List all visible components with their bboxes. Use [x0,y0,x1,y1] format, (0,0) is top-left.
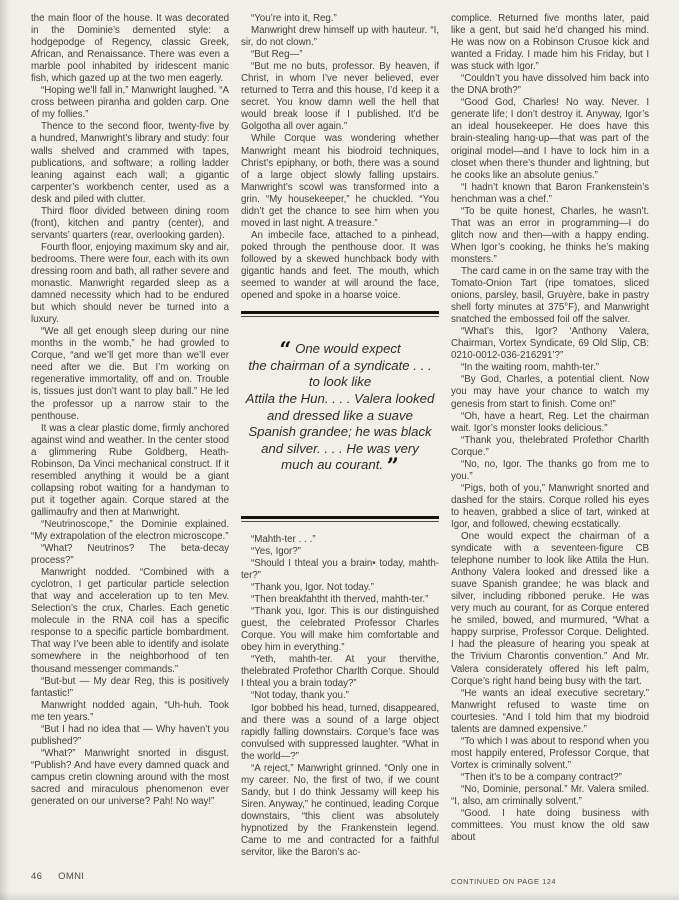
page-edge-shadow-left [0,0,10,900]
body-paragraph: “Couldn’t you have dissolved him back into the DNA broth?” [451,73,649,97]
page-edge-shadow-bottom [0,892,679,900]
body-paragraph: Manwright drew himself up with hauteur. “I, sir, do not clown.” [241,25,439,49]
magazine-name: OMNI [58,871,85,882]
pull-quote-line: Spanish grandee; he was black [248,424,432,440]
body-paragraph: “You’re into it, Reg.” [251,13,337,24]
body-paragraph: Thence to the second floor, twenty-five by a hundred, Manwright’s library and study: four walls shelved and crammed with tapes, publications, and software; a rolling ladder leaning against each wall; a gigantic carpenter’s workbench center, used as a desk and piled with clutter. [31,121,229,205]
body-paragraph: “Oh, have a heart, Reg. Let the chairman wait. Igor’s monster looks delicious.” [451,410,649,434]
body-paragraph: the main floor of the house. It was decorated in the Dominie’s demented style: a hodgepodge of Regency, classic Greek, African, and Renaissance. There was even a marble pool inhabited by iridescent manic fish, which gazed up at the two men eagerly. [31,13,229,85]
pull-quote-line: and silver. . . . He was very [261,440,419,456]
body-paragraph: “He wants an ideal executive secretary.” Manwright refused to waste time on courtesies. “And I told him that my biodroid talents are damned expensive.” [451,687,649,735]
body-paragraph: “What’s this, Igor? ‘Anthony Valera, Chairman, Vortex Syndicate, 69 Old Slip, CB: 0210-0012-036-216291’?” [451,326,649,362]
body-paragraph: “Not today, thank you.” [251,690,349,702]
body-paragraph: “Then breakfahtht ith therved, mahth-ter.” [251,594,429,606]
text-columns [31,13,649,859]
pull-quote-line: Attila the Hun. . . . Valera looked [245,390,435,406]
body-paragraph: “Neutrinoscope,” the Dominie explained. “My extrapolation of the electron microscope.” [31,518,229,543]
open-quote-mark: “ [279,337,292,363]
divider-rule-bottom [241,516,439,522]
pull-quote-line: and dressed like a suave [267,407,413,423]
pull-quote [241,317,439,516]
body-paragraph: Third floor divided between dining room (front), kitchen and pantry (center), and servants’ quarters (rear, overlooking garden). [31,205,229,241]
column-2 [241,13,439,859]
body-paragraph: “Thank you, thelebrated Profethor Charlth Corque.” [451,434,649,458]
body-paragraph: “Yes, Igor?” [251,545,301,557]
body-paragraph: The card came in on the same tray with the Tomato-Onion Tart (ripe tomatoes, sliced onions, parsley, basil, Gruyère, bake in pastry shell forty minutes at 375°F), and Manwright snatched the embossed foil off the salver. [451,265,649,326]
body-paragraph: “What?” Manwright snorted in disgust. “Publish? And have every damned quack and campus cretin clowning around with the most sacred and miraculous phenomenon ever generated on our universe? Pah! No way!” [31,747,229,808]
body-paragraph: “To be quite honest, Charles, he wasn’t. That was an error in programming—I do glitch now and then—with a happy ending. When Igor’s cooking, he thinks he’s making monsters.” [451,205,649,265]
body-paragraph: One would expect the chairman of a syndicate with a seventeen-figure CB telephone number to look like Attila the Hun. Anthony Valera looked and dressed like a suave Spanish grandee; he was black and silver, including ribboned peruke. He was very much au courant, for as Corque entered he smiled, bowed, and murmured, “What a happy surprise, Professor Corque. Delighted. I had the pleasure of hearing you speak at the Trivium Charontis convention.” And Mr. Valera considerately offered his left palm, Corque’s right hand being busy with the tart. [451,531,649,687]
body-paragraph: “What? Neutrinos? The beta-decay process?” [31,543,229,567]
body-paragraph: “Should I thteal you a brain• today, mahth-ter?” [241,557,439,582]
body-paragraph: “Thank you, Igor. This is our distinguished guest, the celebrated Professor Charles Corque. You will make him comfortable and obey him in everything.” [241,606,439,654]
body-paragraph: “Good. I hate doing business with committees. You must know the old saw about [451,808,649,844]
body-paragraph: “But-but — My dear Reg, this is positively fantastic!” [31,675,229,699]
page-folio [31,871,84,882]
body-paragraph: “We all get enough sleep during our nine months in the womb,” he had growled to Corque, “and we’ll get more than we’ll ever need after we die. But I’m working on regenerative immortality, off and on. Trouble is, tissues just don’t want to play ball.” He led the professor up a narrow stair to the penthouse. [31,326,229,422]
body-paragraph: “Then it’s to be a company contract?” [461,771,622,783]
body-paragraph: “Mahth-ter . . .” [251,533,316,545]
body-paragraph: “No, no, Igor. The thanks go from me to you.” [451,458,649,482]
close-quote-mark: ” [386,453,399,479]
column-1 [31,13,229,859]
continued-on-note: CONTINUED ON PAGE 124 [451,877,557,886]
body-paragraph: Fourth floor, enjoying maximum sky and air, bedrooms. There were four, each with its own dressing room and bath, all rather severe and monastic. Manwright regarded sleep as a damned necessity which had to be endured but which should never be turned into a luxury. [31,241,229,326]
pull-quote-line: the chairman of a syndicate . . . [248,357,432,373]
column-2-lower [241,534,439,859]
body-paragraph: “To which I was about to respond when you most happily entered, Professor Corque, that Vortex is criminally solvent.” [451,735,649,771]
body-paragraph: “Good God, Charles! No way. Never. I generate life; I don’t destroy it. Anyway, Igor’s an ideal housekeeper. He does have this brain-stealing hang-up—that was part of the original model—and I have to lock him in a closet when there’s thunder and lightning, but he cooks like an absolute genius.” [451,97,649,181]
pull-quote-line: much au courant. ” [281,453,399,479]
body-paragraph: It was a clear plastic dome, firmly anchored against wind and weather. In the center stood a glimmering Rube Goldberg, Heath-Robinson, Da Vinci mechanical construct. If it resembled anything it would be a giant collapsing robot waiting for a handyman to put it together again. Corque stared at the gallimaufry and then at Manwright. [31,422,229,518]
body-paragraph: Manwright nodded. “Combined with a cyclotron, I get particular particle selection that way and acceleration up to ten Mev. Selection’s the crux, Charles. Each genetic molecule in the RNA coil has a specific response to a specific particle bombardment. That way I’ve been able to identify and isolate somewhere in the neighborhood of ten thousand messenger commands.” [31,567,229,675]
body-paragraph: “But Reg—” [251,49,303,61]
body-paragraph: “By God, Charles, a potential client. Now you may have your chance to watch my genesis from start to finish. Come on!” [451,374,649,410]
body-paragraph: “But I had no idea that — Why haven’t you published?” [31,723,229,747]
body-paragraph: “Thank you, Igor. Not today.” [251,582,374,594]
body-paragraph: “Pigs, both of you,” Manwright snorted and dashed for the stairs. Corque rolled his eyes to heaven, grabbed a slice of tart, winked at Igor, and followed, chewing ecstatically. [451,482,649,530]
body-paragraph: “Yeth, mahth-ter. At your thervithe, thelebrated Profethor Charlth Corque. Should I thteal you a brain today?” [241,654,439,690]
body-paragraph: “I hadn’t known that Baron Frankenstein’s henchman was a chef.” [451,181,649,205]
body-paragraph: Manwright nodded again, “Uh-huh. Took me ten years.” [31,699,229,723]
body-paragraph: “Hoping we’ll fall in,” Manwright laughed. “A cross between piranha and golden carp. One of my follies.” [31,85,229,121]
pull-quote-line: to look like [308,374,372,390]
page-number: 46 [31,871,43,882]
pull-quote-line: “ One would expect [279,337,401,363]
body-paragraph: “No, Dominie, personal.” Mr. Valera smiled. “I, also, am criminally solvent.” [451,784,649,808]
body-paragraph: complice. Returned five months later, paid like a gent, but said he’d changed his mind. He was now on a Robinson Crusoe kick and wanted a Friday. I made him his Friday, but I was stuck with Igor.” [451,13,649,73]
body-paragraph: While Corque was wondering whether Manwright meant his biodroid techniques, Christ’s epiphany, or both, there was a sound of a large object slowly falling upstairs. Manwright’s scowl was transformed into a grin. “My housekeeper,” he chuckled. “You didn’t get the chance to see him when you moved in last night. A treasure.” [241,133,439,229]
body-paragraph: “In the waiting room, mahth-ter.” [461,362,599,374]
column-3 [451,13,649,859]
body-paragraph: Igor bobbed his head, turned, disappeared, and there was a sound of a large object rapidly falling downstairs. Corque’s face was convulsed with suppressed laughter. “What in the world—?” [241,702,439,762]
body-paragraph: “A reject,” Manwright grinned. “Only one in my career. No, the first of two, if we count Sandy, but I do think Jessamy will keep his Siren. Anyway,” he continued, leading Corque downstairs, “this client was absolutely hypnotized by the Frankenstein legend. Came to me and contracted for a faithful servitor, like the Baron’s ac- [241,762,439,859]
body-paragraph: An imbecile face, attached to a pinhead, poked through the penthouse door. It was followed by a skewed hunchback body with gigantic hands and feet. The mouth, which seemed to wander at will around the face, opened and spoke in a hoarse voice. [241,229,439,302]
body-paragraph: “But me no buts, professor. By heaven, if Christ, in whom I’ve never believed, ever returned to Terra and this house, I’d keep it a secret. You know damn well the hell that would break loose if I published. It’d be Golgotha all over again.” [241,61,439,133]
